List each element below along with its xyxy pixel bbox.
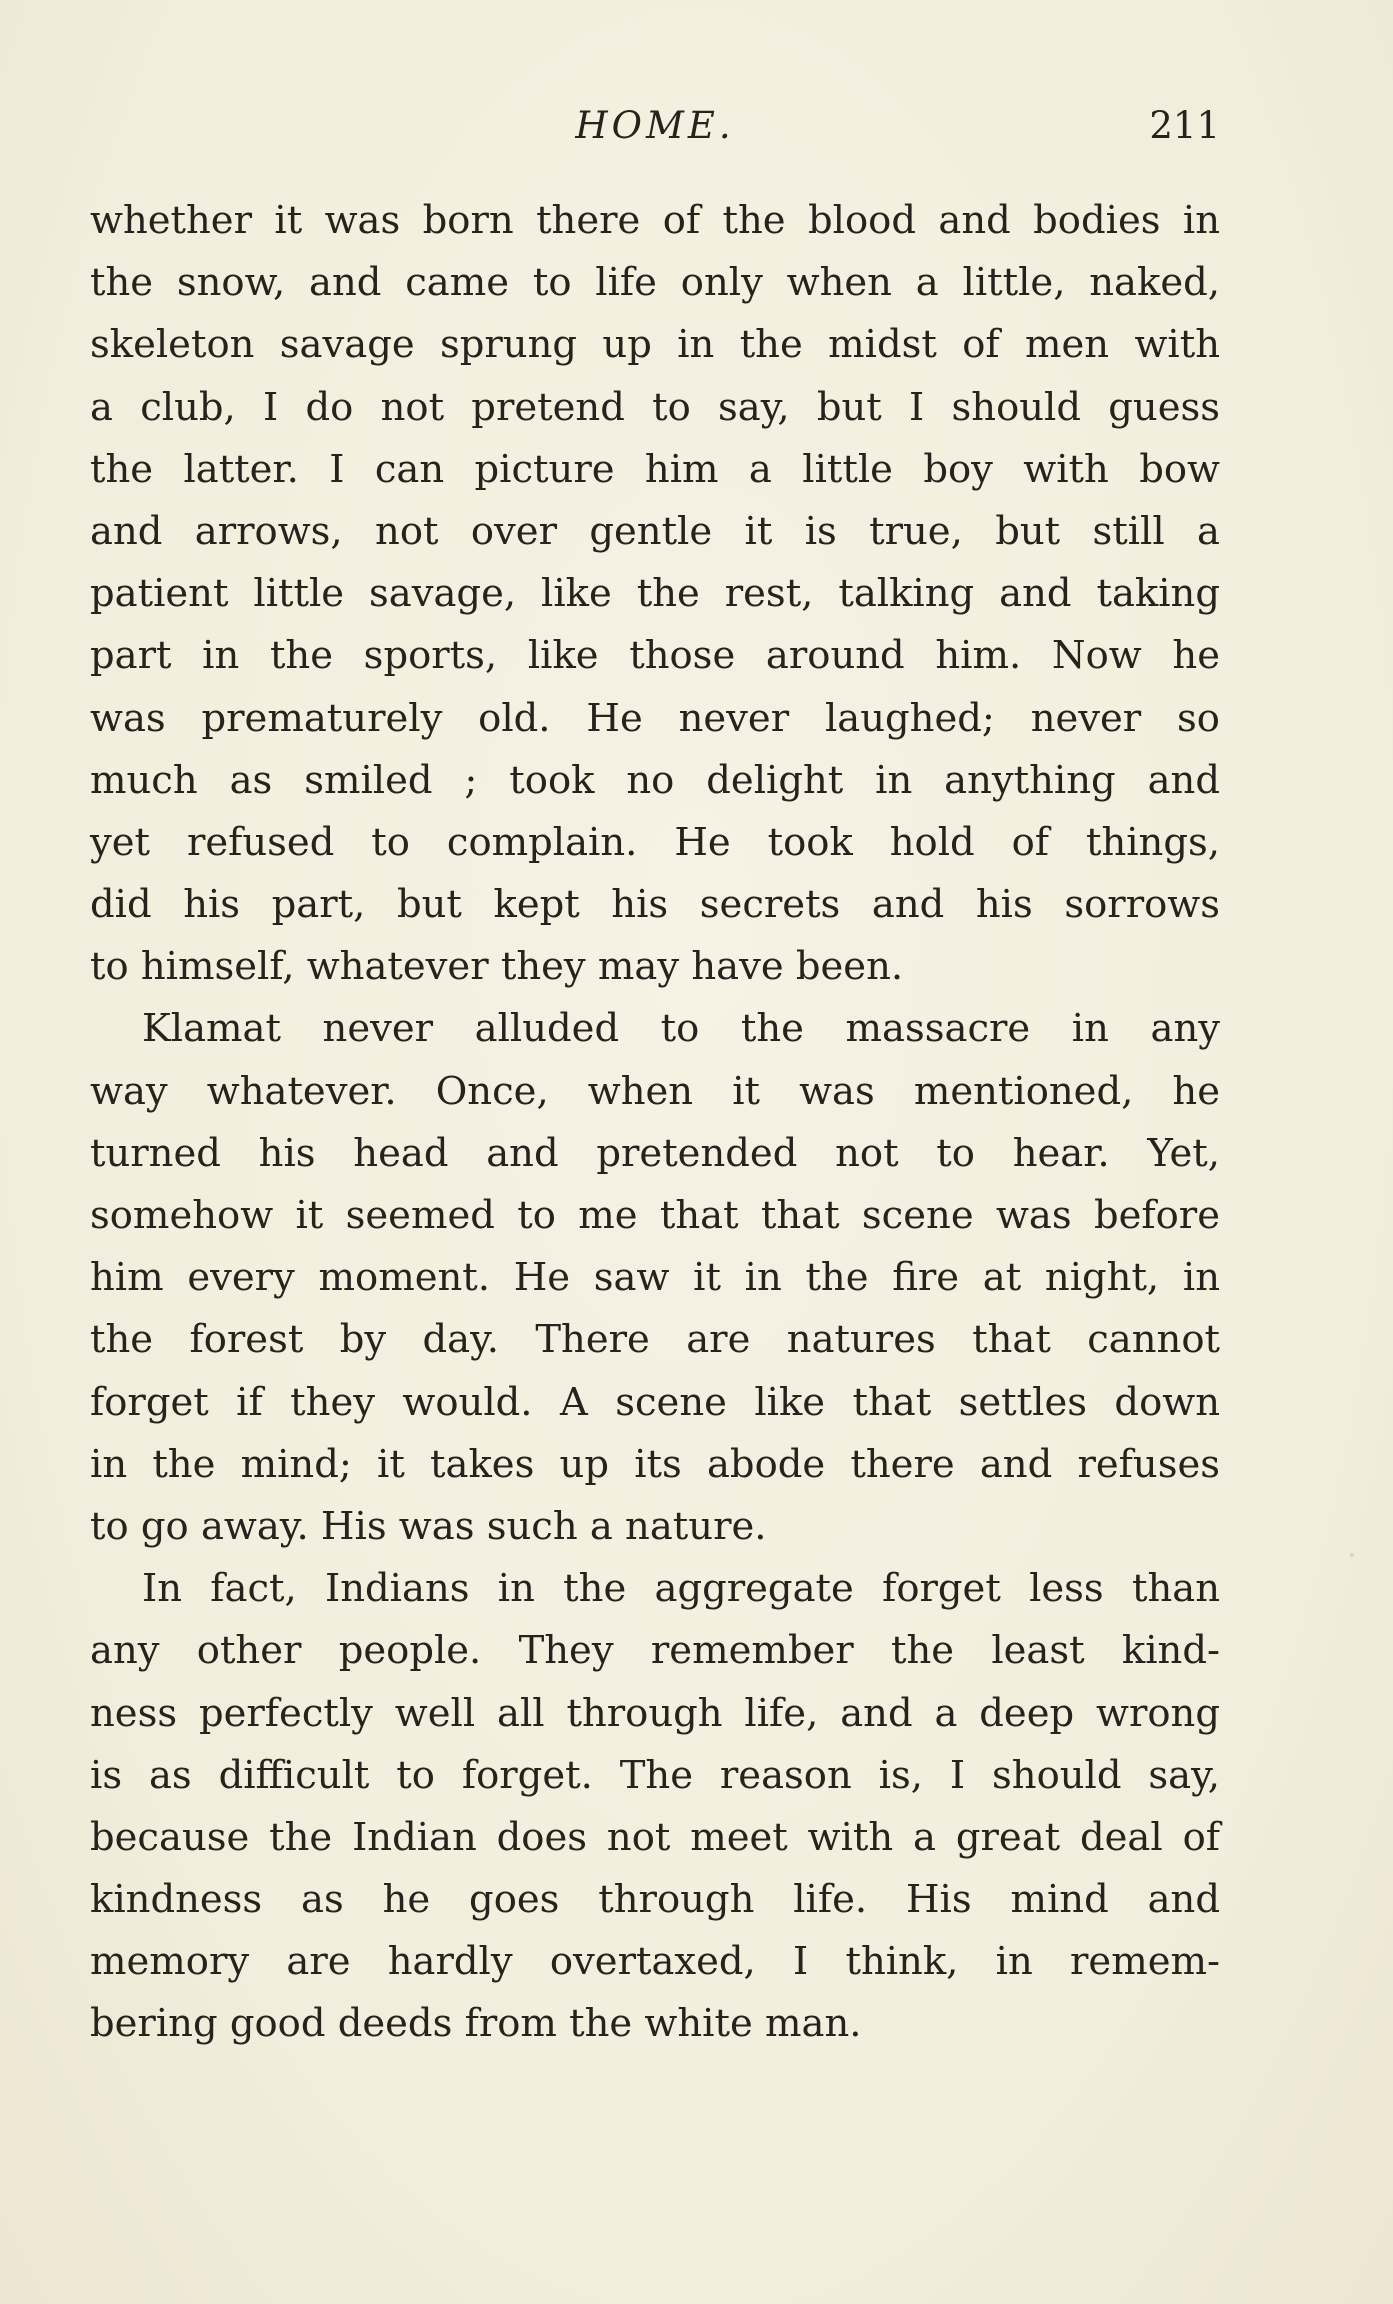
text-line: a club, I do not pretend to say, but I should guess (90, 384, 1220, 430)
text-line: kindness as he goes through life. His mind and (90, 1877, 1220, 1923)
text-line: to go away. His was such a nature. (90, 1503, 767, 1549)
text-line: the forest by day. There are natures that cannot (90, 1317, 1220, 1363)
text-line: to himself, whatever they may have been. (90, 944, 904, 990)
text-line: because the Indian does not meet with a great deal of (90, 1814, 1220, 1860)
paragraph (90, 1558, 1220, 2056)
running-header (90, 96, 1220, 156)
text-line: any other people. They remember the least kind- (90, 1628, 1220, 1674)
page-number: 211 (1149, 104, 1220, 147)
paragraph (90, 998, 1220, 1558)
text-line: forget if they would. A scene like that settles down (90, 1379, 1220, 1425)
text-line: part in the sports, like those around him. Now he (90, 633, 1220, 679)
text-line: bering good deeds from the white man. (90, 2001, 862, 2047)
text-line: and arrows, not over gentle it is true, but still a (90, 508, 1220, 554)
paper-speck (1350, 1553, 1354, 1557)
text-line: was prematurely old. He never laughed; never so (90, 695, 1220, 741)
text-line: did his part, but kept his secrets and his sorrows (90, 882, 1220, 928)
text-line: way whatever. Once, when it was mentioned, he (90, 1068, 1220, 1114)
running-title: HOME. (575, 104, 735, 147)
text-line: somehow it seemed to me that that scene was before (90, 1193, 1220, 1238)
text-line: turned his head and pretended not to hear. Yet, (90, 1130, 1220, 1176)
text-line: patient little savage, like the rest, talking and taking (90, 571, 1220, 617)
paragraph (90, 190, 1220, 998)
body-text (90, 190, 1220, 2056)
text-line: In fact, Indians in the aggregate forget less than (142, 1566, 1220, 1612)
text-line: is as difficult to forget. The reason is, I should say, (90, 1752, 1220, 1798)
text-line: much as smiled ; took no delight in anything and (90, 757, 1220, 803)
text-line: the latter. I can picture him a little boy with bow (90, 446, 1220, 492)
text-line: yet refused to complain. He took hold of things, (90, 819, 1220, 865)
text-line: in the mind; it takes up its abode there and refuses (90, 1441, 1220, 1487)
text-line: the snow, and came to life only when a little, naked, (90, 260, 1220, 306)
text-line: skeleton savage sprung up in the midst of men with (90, 322, 1220, 368)
text-line: ness perfectly well all through life, and a deep wrong (90, 1690, 1220, 1736)
text-line: him every moment. He saw it in the fire at night, in (90, 1255, 1220, 1301)
text-line: whether it was born there of the blood and bodies in (90, 198, 1220, 243)
text-line: Klamat never alluded to the massacre in any (142, 1006, 1220, 1052)
text-line: memory are hardly overtaxed, I think, in remem- (90, 1939, 1220, 1985)
